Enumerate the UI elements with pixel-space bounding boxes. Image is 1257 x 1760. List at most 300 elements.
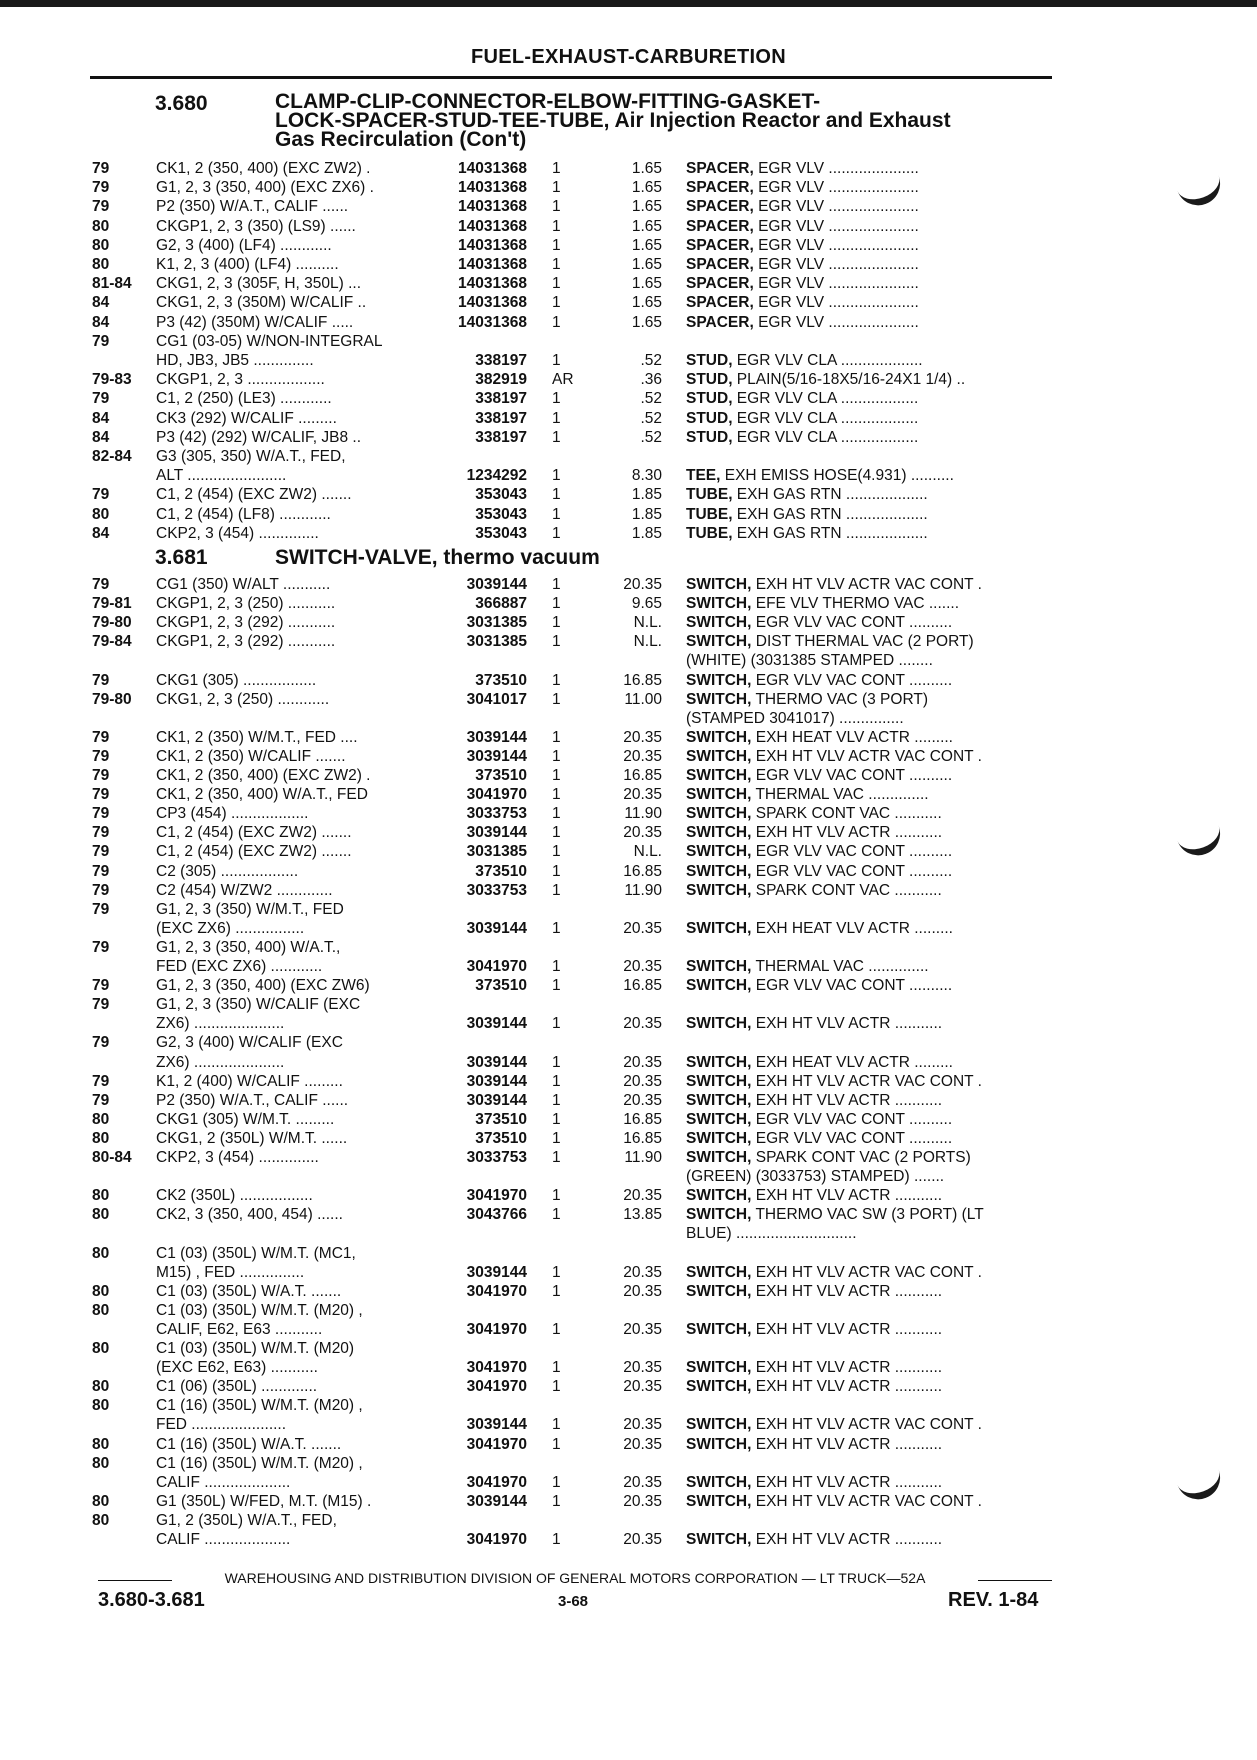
table-row (0, 237, 1257, 256)
model-application: CKGP1, 2, 3 (292) ........... (156, 633, 336, 651)
quantity: 1 (552, 409, 561, 427)
model-year: 79 (92, 198, 110, 216)
part-type: SWITCH, (686, 1091, 752, 1109)
part-description-text: EXH GAS RTN ................... (732, 524, 928, 542)
model-application: CKGP1, 2, 3 (350) (LS9) ...... (156, 217, 356, 235)
part-description-text: EXH HEAT VLV ACTR ......... (751, 919, 953, 937)
table-row (0, 958, 1257, 977)
model-application: CKG1 (305) W/M.T. ......... (156, 1110, 335, 1128)
part-type: SWITCH, (686, 1110, 752, 1128)
part-description (686, 486, 928, 504)
part-description-text: EXH HT VLV ACTR ........... (751, 824, 943, 842)
table-row (0, 410, 1257, 429)
part-description (686, 314, 919, 332)
table-row (0, 525, 1257, 544)
model-year: 84 (92, 313, 110, 331)
part-type: SWITCH, (686, 671, 752, 689)
price: 8.30 (631, 467, 662, 485)
part-description (686, 977, 952, 995)
part-type: SWITCH, (686, 595, 752, 613)
model-year: 79-80 (92, 690, 132, 708)
quantity: 1 (552, 1072, 561, 1090)
model-application: G1, 2 (350L) W/A.T., FED, (156, 1511, 337, 1529)
part-description-text: (GREEN) (3033753) STAMPED) ....... (686, 1168, 945, 1186)
table-row (0, 576, 1257, 595)
model-year: 79 (92, 881, 110, 899)
part-description (686, 1436, 942, 1454)
part-description (686, 1073, 982, 1091)
part-description-text: EXH GAS RTN ................... (732, 505, 928, 523)
part-description (686, 652, 933, 670)
part-description-text: EGR VLV VAC CONT .......... (751, 767, 953, 784)
model-application: CK1, 2 (350, 400) (EXC ZW2) . (156, 160, 371, 177)
table-row (0, 901, 1257, 920)
model-application: C2 (305) .................. (156, 862, 299, 880)
part-description-text: EFE VLV THERMO VAC ....... (751, 595, 960, 613)
part-description-text: SPARK CONT VAC (2 PORTS) (751, 1149, 971, 1166)
table-row (0, 633, 1257, 652)
part-number: 14031368 (458, 256, 527, 273)
price: 16.85 (623, 767, 662, 784)
quantity: 1 (552, 1263, 561, 1281)
price: .52 (640, 409, 662, 427)
part-type: SWITCH, (686, 1473, 752, 1491)
model-application: P3 (42) (292) W/CALIF, JB8 .. (156, 428, 362, 446)
model-application: CKGP1, 2, 3 (250) ........... (156, 595, 336, 613)
quantity: 1 (552, 1492, 561, 1510)
part-description-text: EXH HT VLV ACTR ........... (751, 1473, 943, 1491)
price: 1.85 (631, 505, 662, 523)
part-description-text: EGR VLV CLA ................... (732, 352, 923, 369)
model-year: 79 (92, 977, 110, 995)
model-application: CG1 (03-05) W/NON-INTEGRAL (156, 332, 383, 350)
footer-section-range: 3.680-3.681 (98, 1589, 205, 1611)
part-description (686, 294, 919, 312)
model-application: CKG1, 2, 3 (350M) W/CALIF .. (156, 294, 367, 312)
part-number: 3033753 (466, 805, 527, 823)
part-number: 338197 (475, 409, 527, 427)
part-description (686, 198, 919, 216)
model-application: C1 (16) (350L) W/M.T. (M20) , (156, 1454, 363, 1472)
part-type: SWITCH, (686, 747, 752, 765)
model-application: CALIF .................... (156, 1473, 291, 1491)
part-description-text: EXH HEAT VLV ACTR ......... (751, 1053, 953, 1071)
part-number: 353043 (475, 486, 527, 504)
model-year: 79 (92, 824, 110, 842)
part-number: 14031368 (458, 294, 527, 312)
model-application: C1 (03) (350L) W/A.T. ....... (156, 1282, 342, 1300)
model-application: C1 (16) (350L) W/A.T. ....... (156, 1435, 342, 1453)
quantity: 1 (552, 1015, 561, 1033)
part-number: 3039144 (466, 1015, 527, 1033)
part-number: 3041970 (466, 1531, 527, 1548)
part-description (686, 1493, 982, 1511)
price: 20.35 (623, 1072, 662, 1090)
part-type: SWITCH, (686, 1072, 752, 1090)
section-title-line1: CLAMP-CLIP-CONNECTOR-ELBOW-FITTING-GASKET- (275, 90, 821, 113)
table-row (0, 1531, 1257, 1550)
part-description-text: EGR VLV VAC CONT .......... (751, 614, 953, 632)
price: 11.90 (624, 881, 662, 899)
part-description (686, 958, 929, 976)
part-type: SPACER, (686, 294, 754, 312)
quantity: 1 (552, 390, 561, 408)
part-type: STUD, (686, 428, 733, 446)
table-row (0, 1416, 1257, 1435)
part-number: 353043 (475, 524, 527, 542)
table-row (0, 1359, 1257, 1378)
part-type: SPACER, (686, 217, 754, 235)
part-description (686, 767, 952, 785)
model-year: 80 (92, 1206, 110, 1224)
model-application: M15) , FED ............... (156, 1263, 305, 1281)
table-row (0, 1474, 1257, 1493)
table-row (0, 672, 1257, 691)
part-description-text: EGR VLV ..................... (753, 179, 919, 197)
part-number: 3039144 (466, 1053, 527, 1071)
price: 16.85 (623, 862, 662, 880)
table-row (0, 767, 1257, 786)
model-year: 80 (92, 1129, 110, 1147)
model-year: 79 (92, 179, 110, 197)
model-application: (EXC E62, E63) ........... (156, 1359, 318, 1377)
quantity: 1 (552, 1129, 561, 1147)
model-year: 84 (92, 409, 110, 427)
part-number: 3041970 (466, 1282, 527, 1300)
model-year: 80 (92, 1492, 110, 1510)
part-type: SWITCH, (686, 1320, 752, 1338)
part-description (686, 1130, 952, 1148)
quantity: 1 (552, 862, 561, 880)
model-application: CK3 (292) W/CALIF ......... (156, 409, 337, 427)
model-application: G1, 2, 3 (350, 400) W/A.T., (156, 938, 341, 956)
model-application: G1 (350L) W/FED, M.T. (M15) . (156, 1492, 372, 1510)
model-application: C2 (454) W/ZW2 ............. (156, 881, 333, 899)
part-description-text: (STAMPED 3041017) ............... (686, 709, 904, 727)
table-row (0, 506, 1257, 525)
price: 9.65 (631, 595, 662, 613)
table-row (0, 1340, 1257, 1359)
model-year: 79-84 (92, 633, 132, 651)
model-application: C1, 2 (454) (EXC ZW2) ....... (156, 486, 352, 504)
table-row (0, 1015, 1257, 1034)
quantity: 1 (552, 1149, 561, 1166)
part-number: 353043 (475, 505, 527, 523)
quantity: 1 (552, 786, 561, 804)
model-year: 79-83 (92, 371, 132, 389)
table-row (0, 1512, 1257, 1531)
model-year: 84 (92, 524, 110, 542)
part-number: 1234292 (466, 467, 527, 485)
table-row (0, 748, 1257, 767)
model-application: CK1, 2 (350, 400) (EXC ZW2) . (156, 767, 371, 784)
model-application: FED (EXC ZX6) ............ (156, 958, 323, 975)
table-row (0, 1130, 1257, 1149)
part-description-text: EGR VLV ..................... (753, 275, 919, 293)
part-description-text: EXH HT VLV ACTR ........... (751, 1187, 943, 1205)
table-row (0, 1187, 1257, 1206)
part-type: SWITCH, (686, 1129, 752, 1147)
table-row (0, 1378, 1257, 1397)
part-description (686, 805, 942, 823)
part-number: 3031385 (466, 614, 527, 632)
table-row (0, 1092, 1257, 1111)
quantity: 1 (552, 198, 561, 216)
quantity: 1 (552, 1187, 561, 1205)
part-number: 373510 (475, 671, 527, 689)
table-row (0, 824, 1257, 843)
table-row (0, 1168, 1257, 1187)
table-row (0, 595, 1257, 614)
model-year: 79 (92, 767, 110, 784)
table-row (0, 1302, 1257, 1321)
price: 1.65 (631, 294, 662, 312)
quantity: 1 (552, 958, 561, 975)
model-year: 79 (92, 671, 110, 689)
price: 20.35 (623, 1091, 662, 1109)
price: 1.65 (631, 179, 662, 197)
table-row (0, 1436, 1257, 1455)
part-number: 3039144 (466, 1072, 527, 1090)
table-row (0, 939, 1257, 958)
quantity: 1 (552, 614, 561, 632)
model-year: 80 (92, 1454, 110, 1472)
part-type: SWITCH, (686, 1531, 752, 1548)
footer-revision: REV. 1-84 (948, 1589, 1039, 1611)
part-number: 3039144 (466, 1263, 527, 1281)
quantity: 1 (552, 1206, 561, 1224)
model-application: ZX6) ..................... (156, 1053, 285, 1071)
table-row (0, 1493, 1257, 1512)
model-application: CALIF .................... (156, 1531, 291, 1548)
price: 20.35 (623, 1187, 662, 1205)
price: 20.35 (623, 1263, 662, 1281)
part-description-text: SPARK CONT VAC ........... (751, 881, 942, 899)
model-year: 79 (92, 747, 110, 765)
table-row (0, 218, 1257, 237)
part-number: 3039144 (466, 576, 527, 593)
model-year: 80 (92, 217, 110, 235)
model-application: CK2 (350L) ................. (156, 1187, 313, 1205)
part-type: TUBE, (686, 524, 733, 542)
model-application: CG1 (350) W/ALT ........... (156, 576, 331, 593)
footer-division: WAREHOUSING AND DISTRIBUTION DIVISION OF GENERAL MOTORS CORPORATION — LT TRUCK—52A (224, 1570, 926, 1586)
model-application: G3 (305, 350) W/A.T., FED, (156, 448, 346, 465)
model-application: ALT ....................... (156, 467, 287, 485)
model-year: 79 (92, 900, 110, 918)
model-year: 80 (92, 236, 110, 254)
quantity: 1 (552, 428, 561, 446)
part-type: SWITCH, (686, 1187, 752, 1205)
part-number: 3041970 (466, 1435, 527, 1453)
model-year: 80 (92, 1511, 110, 1529)
part-number: 3041970 (466, 1359, 527, 1377)
part-description (686, 525, 928, 543)
quantity: 1 (552, 1378, 561, 1396)
part-type: SWITCH, (686, 1378, 752, 1396)
part-description-text: EGR VLV ..................... (753, 294, 919, 312)
price: 20.35 (623, 824, 662, 842)
model-application: HD, JB3, JB5 .............. (156, 352, 314, 369)
part-number: 338197 (475, 390, 527, 408)
model-year: 79-81 (92, 595, 132, 613)
part-type: SWITCH, (686, 767, 752, 784)
model-application: P2 (350) W/A.T., CALIF ...... (156, 198, 349, 216)
footer-page-number: 3-68 (558, 1593, 589, 1610)
quantity: 1 (552, 690, 561, 708)
price: 20.35 (623, 786, 662, 804)
part-description-text: EXH HT VLV ACTR VAC CONT . (751, 576, 982, 593)
table-row (0, 920, 1257, 939)
table-row (0, 294, 1257, 313)
part-description-text: THERMO VAC SW (3 PORT) (LT (751, 1206, 984, 1224)
part-description-text: EXH HT VLV ACTR ........... (751, 1531, 943, 1548)
price: 20.35 (623, 576, 662, 593)
part-description (686, 614, 952, 632)
model-application: (EXC ZX6) ................ (156, 919, 305, 937)
part-type: SPACER, (686, 198, 754, 216)
part-description-text: EGR VLV CLA .................. (732, 428, 919, 446)
table-row (0, 1283, 1257, 1302)
quantity: 1 (552, 467, 561, 485)
model-application: G2, 3 (400) W/CALIF (EXC (156, 1034, 343, 1052)
part-description (686, 390, 918, 408)
quantity: 1 (552, 919, 561, 937)
part-number: 3039144 (466, 1492, 527, 1510)
section-title: SWITCH-VALVE, thermo vacuum (275, 546, 600, 569)
part-description-text: THERMO VAC (3 PORT) (751, 690, 928, 708)
part-description-text: EXH HT VLV ACTR VAC CONT . (751, 747, 982, 765)
part-number: 3039144 (466, 919, 527, 937)
table-row (0, 448, 1257, 467)
table-row (0, 786, 1257, 805)
part-description (686, 1378, 942, 1396)
table-row (0, 333, 1257, 352)
price: 20.35 (623, 1359, 662, 1377)
model-year: 79-80 (92, 614, 132, 632)
table-row (0, 614, 1257, 633)
model-year: 80 (92, 1282, 110, 1300)
quantity: 1 (552, 1282, 561, 1300)
table-row (0, 1073, 1257, 1092)
part-description (686, 160, 919, 178)
footer-rule-right (978, 1580, 1052, 1581)
model-year: 80 (92, 1187, 110, 1205)
part-description (686, 633, 974, 651)
table-row (0, 1397, 1257, 1416)
quantity: 1 (552, 881, 561, 899)
model-application: CK1, 2 (350) W/M.T., FED .... (156, 728, 358, 746)
part-description-text: EXH EMISS HOSE(4.931) .......... (720, 467, 954, 485)
quantity: 1 (552, 294, 561, 312)
part-description-text: EXH HT VLV ACTR VAC CONT . (751, 1263, 982, 1281)
part-description (686, 882, 942, 900)
model-application: ZX6) ..................... (156, 1015, 285, 1033)
part-description (686, 748, 982, 766)
part-description (686, 256, 919, 274)
part-type: SPACER, (686, 313, 754, 331)
model-year: 79 (92, 728, 110, 746)
table-row (0, 863, 1257, 882)
price: 20.35 (623, 1320, 662, 1338)
table-row (0, 691, 1257, 710)
quantity: 1 (552, 1053, 561, 1071)
quantity: 1 (552, 486, 561, 504)
model-year: 80-84 (92, 1149, 132, 1166)
table-row (0, 352, 1257, 371)
part-type: SWITCH, (686, 1492, 752, 1510)
part-description (686, 1474, 942, 1492)
price: 1.65 (631, 217, 662, 235)
part-description (686, 595, 959, 613)
part-description (686, 1092, 942, 1110)
model-application: G1, 2, 3 (350, 400) (EXC ZW6) (156, 977, 370, 995)
price: 20.35 (623, 1053, 662, 1071)
table-row (0, 1245, 1257, 1264)
price: 1.85 (631, 486, 662, 504)
section-number: 3.680 (155, 92, 208, 115)
quantity: 1 (552, 977, 561, 995)
price: 1.65 (631, 160, 662, 177)
part-description (686, 691, 928, 709)
quantity: 1 (552, 1320, 561, 1338)
part-description (686, 786, 929, 804)
part-number: 3031385 (466, 633, 527, 651)
part-description (686, 467, 954, 485)
model-year: 79 (92, 862, 110, 880)
part-description-text: EGR VLV CLA .................. (732, 409, 919, 427)
part-type: SWITCH, (686, 919, 752, 937)
quantity: 1 (552, 805, 561, 823)
model-application: CP3 (454) .................. (156, 805, 309, 823)
part-type: SWITCH, (686, 614, 752, 632)
part-type: TUBE, (686, 505, 733, 523)
model-application: K1, 2 (400) W/CALIF ......... (156, 1072, 343, 1090)
part-number: 14031368 (458, 198, 527, 216)
model-application: CKP2, 3 (454) .............. (156, 1149, 319, 1166)
part-description (686, 1416, 982, 1434)
part-description-text: EGR VLV VAC CONT .......... (751, 843, 953, 861)
part-description (686, 843, 952, 861)
model-application: G1, 2, 3 (350) W/CALIF (EXC (156, 996, 361, 1014)
part-number: 3039144 (466, 1091, 527, 1109)
price: 1.85 (631, 524, 662, 542)
part-type: SWITCH, (686, 862, 752, 880)
model-year: 84 (92, 294, 110, 312)
table-row (0, 390, 1257, 409)
model-year: 79 (92, 1072, 110, 1090)
part-description (686, 506, 928, 524)
part-description (686, 1225, 857, 1243)
part-type: STUD, (686, 409, 733, 427)
part-description (686, 352, 923, 370)
part-description (686, 1015, 942, 1033)
price: 16.85 (623, 977, 662, 995)
quantity: 1 (552, 160, 561, 177)
part-description (686, 237, 919, 255)
part-type: STUD, (686, 390, 733, 408)
model-application: CKGP1, 2, 3 (292) ........... (156, 614, 336, 632)
part-type: SWITCH, (686, 824, 752, 842)
part-type: SWITCH, (686, 805, 752, 823)
part-number: 382919 (475, 371, 527, 389)
part-type: STUD, (686, 371, 733, 389)
model-application: C1 (06) (350L) ............. (156, 1378, 318, 1396)
part-type: SWITCH, (686, 958, 752, 975)
page-header: FUEL-EXHAUST-CARBURETION (471, 46, 786, 68)
section-title (275, 92, 951, 149)
part-description-text: SPARK CONT VAC ........... (751, 805, 942, 823)
